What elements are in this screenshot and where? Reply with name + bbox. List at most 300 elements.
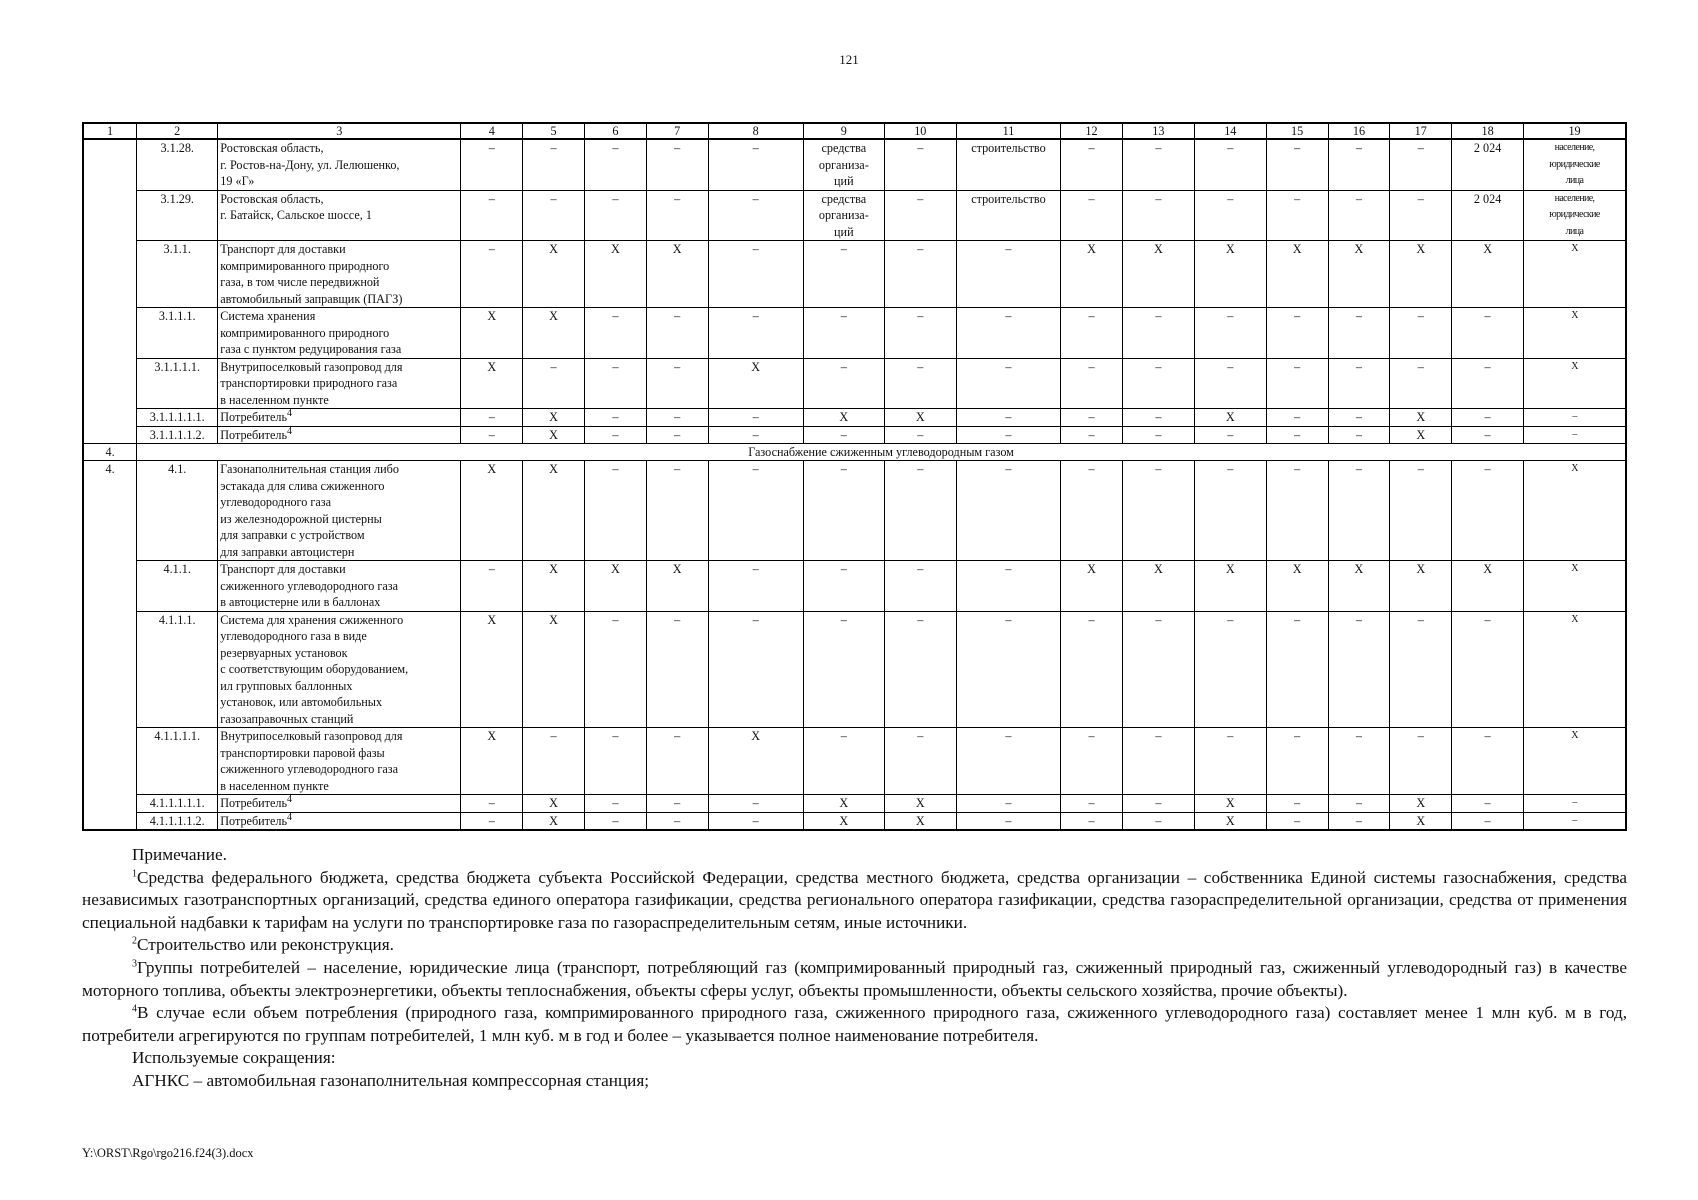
row-value-col-15: – [1266, 358, 1328, 409]
row-value-col-16: – [1328, 308, 1390, 359]
row-value-col-5: – [523, 728, 585, 795]
row-value-col-16: – [1328, 461, 1390, 561]
row-value-col-9: – [803, 308, 884, 359]
row-value-col-18: – [1452, 426, 1524, 444]
row-object-name-text: Потребитель [220, 410, 288, 424]
row-value-col-6: – [584, 190, 646, 241]
row-value-col-12: – [1061, 139, 1123, 190]
row-value-col-17: X [1390, 426, 1452, 444]
footnote-3-marker: 3 [132, 958, 137, 970]
row-value-col-4: X [461, 611, 523, 728]
row-value-col-17: – [1390, 358, 1452, 409]
row-value-col-18: – [1452, 409, 1524, 427]
row-value-col-7: – [646, 358, 708, 409]
table-row [83, 426, 1626, 444]
row-value-col-13: – [1122, 139, 1194, 190]
row-object-name-text: Внутрипоселковый газопровод для транспортировки паровой фазы сжиженного углеводородного газа в населенном пункте [220, 729, 403, 793]
footnote-1-marker: 1 [132, 867, 137, 879]
row-value-col-12: – [1061, 611, 1123, 728]
row-value-col-5: X [523, 409, 585, 427]
row-value-col-7: X [646, 241, 708, 308]
header-cell: 10 [884, 123, 956, 139]
header-cell: 7 [646, 123, 708, 139]
row-value-col-7: – [646, 461, 708, 561]
row-value-col-7: – [646, 308, 708, 359]
row-value-col-14: X [1194, 795, 1266, 813]
row-value-col-14: – [1194, 308, 1266, 359]
row-value-col-11: – [956, 241, 1060, 308]
footnote-2-marker: 2 [132, 935, 137, 947]
row-value-col-8: – [708, 795, 803, 813]
row-value-col-8: – [708, 139, 803, 190]
row-value-col-5: X [523, 308, 585, 359]
row-value-col-9: – [803, 241, 884, 308]
row-value-col-8: – [708, 561, 803, 612]
row-value-col-8: – [708, 426, 803, 444]
row-value-col-9: X [803, 795, 884, 813]
row-value-col-6: – [584, 611, 646, 728]
row-value-col-16: – [1328, 795, 1390, 813]
row-object-name-text: Система для хранения сжиженного углеводородного газа в виде резервуарных установок с соответствующим оборудованием, ил групповых баллонных установок, или автомобильных газозаправочных станций [220, 612, 409, 726]
row-value-col-16: – [1328, 812, 1390, 830]
row-value-col-4: X [461, 461, 523, 561]
row-value-col-19: – [1524, 812, 1626, 830]
row-value-col-9: – [803, 358, 884, 409]
header-cell: 2 [137, 123, 218, 139]
row-value-col-19: X [1524, 611, 1626, 728]
row-value-col-15: – [1266, 308, 1328, 359]
row-value-col-14: X [1194, 812, 1266, 830]
row-value-col-8: – [708, 812, 803, 830]
row-object-name [218, 308, 461, 359]
row-value-col-14: – [1194, 190, 1266, 241]
header-cell: 16 [1328, 123, 1390, 139]
row-value-col-18: – [1452, 611, 1524, 728]
row-value-col-11: – [956, 561, 1060, 612]
row-value-col-6: – [584, 795, 646, 813]
row-value-col-11: – [956, 461, 1060, 561]
row-value-col-15: – [1266, 611, 1328, 728]
row-value-col-14: X [1194, 409, 1266, 427]
distribution-table-wrapper [82, 122, 1627, 831]
row-value-col-14: X [1194, 561, 1266, 612]
footnote-1-text: Средства федерального бюджета, средства бюджета субъекта Российской Федерации, средства местного бюджета, средства организации – собственника Единой системы газоснабжения, средства независимых газотранспортных организаций, средства единого оператора газификации, средства регионального оператора газификации, средства газораспределительной организации, средства от применения специальной надбавки к тарифам на услуги по транспортировке газа по газораспределительным сетям, иные источники. [82, 867, 1627, 932]
row-object-name-text: Система хранения компримированного природного газа с пунктом редуцирования газа [220, 309, 402, 356]
row-value-col-19: X [1524, 308, 1626, 359]
row-value-col-8: – [708, 409, 803, 427]
row-value-col-14: – [1194, 358, 1266, 409]
row-object-name [218, 426, 461, 444]
footnote-4-marker: 4 [132, 1003, 137, 1015]
row-value-col-7: – [646, 409, 708, 427]
row-value-col-4: – [461, 795, 523, 813]
row-value-col-17: – [1390, 139, 1452, 190]
row-value-col-10: X [884, 795, 956, 813]
row-value-col-10: – [884, 461, 956, 561]
header-cell: 8 [708, 123, 803, 139]
abbreviation-agnks: АГНКС – автомобильная газонаполнительная компрессорная станция; [132, 1070, 650, 1090]
row-value-col-8: – [708, 190, 803, 241]
row-value-col-15: – [1266, 461, 1328, 561]
row-value-col-17: – [1390, 461, 1452, 561]
row-value-col-17: – [1390, 190, 1452, 241]
row-object-name [218, 728, 461, 795]
row-value-col-19: X [1524, 728, 1626, 795]
table-row [83, 358, 1626, 409]
row-value-col-10: – [884, 561, 956, 612]
row-value-col-13: – [1122, 611, 1194, 728]
row-code: 4.1.1.1.1. [137, 728, 218, 795]
row-value-col-12: – [1061, 358, 1123, 409]
table-row [83, 611, 1626, 728]
row-code: 4.1.1.1.1.1. [137, 795, 218, 813]
row-value-col-18: – [1452, 728, 1524, 795]
row-value-col-13: – [1122, 409, 1194, 427]
row-value-col-5: – [523, 139, 585, 190]
row-value-col-15: – [1266, 139, 1328, 190]
row-value-col-16: – [1328, 358, 1390, 409]
row-value-col-16: – [1328, 190, 1390, 241]
row-code: 3.1.1.1. [137, 308, 218, 359]
footnote-1 [82, 867, 1627, 935]
row-value-col-4: – [461, 409, 523, 427]
row-code: 3.1.1.1.1.2. [137, 426, 218, 444]
table-row [83, 561, 1626, 612]
row-code: 3.1.29. [137, 190, 218, 241]
row-value-col-9: – [803, 461, 884, 561]
row-value-col-12: – [1061, 426, 1123, 444]
row-value-col-9: – [803, 611, 884, 728]
row-value-col-19: – [1524, 426, 1626, 444]
header-cell: 11 [956, 123, 1060, 139]
footnote-marker: 4 [287, 408, 293, 419]
row-value-col-4: – [461, 426, 523, 444]
row-object-name [218, 139, 461, 190]
table-row [83, 190, 1626, 241]
header-cell: 6 [584, 123, 646, 139]
row-value-col-11: – [956, 611, 1060, 728]
table-header-row [83, 123, 1626, 139]
row-value-col-17: – [1390, 611, 1452, 728]
row-value-col-12: – [1061, 812, 1123, 830]
row-value-col-19: – [1524, 795, 1626, 813]
footnote-marker: 4 [287, 794, 293, 805]
row-value-col-13: X [1122, 561, 1194, 612]
row-value-col-10: – [884, 308, 956, 359]
footnote-2-text: Строительство или реконструкция. [137, 935, 394, 955]
row-value-col-19: X [1524, 241, 1626, 308]
row-value-col-7: – [646, 426, 708, 444]
row-value-col-8: – [708, 611, 803, 728]
table-row [83, 308, 1626, 359]
header-cell: 5 [523, 123, 585, 139]
row-value-col-8: – [708, 241, 803, 308]
row-value-col-17: X [1390, 241, 1452, 308]
row-value-col-11: – [956, 728, 1060, 795]
row-value-col-10: – [884, 358, 956, 409]
row-value-col-15: – [1266, 728, 1328, 795]
row-value-col-11: строительство [956, 139, 1060, 190]
row-value-col-17: – [1390, 728, 1452, 795]
header-cell: 1 [83, 123, 137, 139]
row-value-col-14: – [1194, 611, 1266, 728]
row-value-col-11: – [956, 308, 1060, 359]
file-path-footer: Y:\ORST\Rgo\rgo216.f24(3).docx [82, 1146, 254, 1160]
row-object-name-text: Газонаполнительная станция либо эстакада для слива сжиженного углеводородного газа из железнодорожной цистерны для заправки с устройством для заправки автоцистерн [220, 462, 399, 559]
row-code: 3.1.1. [137, 241, 218, 308]
footnote-marker: 4 [287, 812, 293, 823]
row-value-col-4: – [461, 139, 523, 190]
row-value-col-16: – [1328, 139, 1390, 190]
row-value-col-4: – [461, 190, 523, 241]
table-row [83, 241, 1626, 308]
row-value-col-15: – [1266, 795, 1328, 813]
row-value-col-6: – [584, 308, 646, 359]
row-value-col-4: – [461, 812, 523, 830]
table-row [83, 795, 1626, 813]
row-object-name [218, 561, 461, 612]
row-value-col-12: – [1061, 308, 1123, 359]
footnote-marker: 4 [287, 426, 293, 437]
table-row [83, 409, 1626, 427]
row-value-col-12: – [1061, 461, 1123, 561]
table-row [83, 139, 1626, 190]
header-cell: 17 [1390, 123, 1452, 139]
row-code: 3.1.28. [137, 139, 218, 190]
row-value-col-11: – [956, 409, 1060, 427]
row-value-col-12: – [1061, 795, 1123, 813]
gas-supply-table [82, 122, 1627, 831]
row-value-col-13: – [1122, 728, 1194, 795]
row-value-col-5: – [523, 358, 585, 409]
row-value-col-13: – [1122, 795, 1194, 813]
row-object-name [218, 611, 461, 728]
row-object-name-text: Ростовская область, г. Батайск, Сальское шоссе, 1 [220, 191, 372, 222]
row-value-col-16: X [1328, 241, 1390, 308]
row-value-col-8: X [708, 728, 803, 795]
row-value-col-7: – [646, 795, 708, 813]
row-value-col-19: X [1524, 561, 1626, 612]
row-value-col-11: – [956, 812, 1060, 830]
row-value-col-13: – [1122, 461, 1194, 561]
row-value-col-18: X [1452, 561, 1524, 612]
row-value-col-15: – [1266, 812, 1328, 830]
row-object-name-text: Ростовская область, г. Ростов-на-Дону, ул. Лелюшенко, 19 «Г» [220, 141, 400, 188]
row-value-col-16: – [1328, 426, 1390, 444]
row-value-col-4: X [461, 358, 523, 409]
footnote-3 [82, 957, 1627, 1002]
row-value-col-10: X [884, 409, 956, 427]
table-row [83, 728, 1626, 795]
row-value-col-16: – [1328, 728, 1390, 795]
header-cell: 18 [1452, 123, 1524, 139]
row-value-col-19: – [1524, 409, 1626, 427]
row-value-col-5: X [523, 561, 585, 612]
row-value-col-17: X [1390, 812, 1452, 830]
row-object-name [218, 358, 461, 409]
row-object-name-text: Транспорт для доставки сжиженного углеводородного газа в автоцистерне или в баллонах [220, 562, 399, 609]
row-value-col-18: – [1452, 358, 1524, 409]
section-title: Газоснабжение сжиженным углеводородным газом [137, 444, 1626, 461]
row-value-col-11: – [956, 358, 1060, 409]
row-value-col-8: – [708, 308, 803, 359]
row-value-col-8: – [708, 461, 803, 561]
header-cell: 14 [1194, 123, 1266, 139]
row-value-col-9: средства организа- ций [803, 190, 884, 241]
row-value-col-11: – [956, 426, 1060, 444]
row-object-name [218, 241, 461, 308]
row-value-col-10: – [884, 728, 956, 795]
row-value-col-9: X [803, 409, 884, 427]
notes-block [82, 844, 1627, 1093]
row-value-col-17: X [1390, 409, 1452, 427]
row-object-name [218, 812, 461, 830]
row-code: 4.1.1.1.1.2. [137, 812, 218, 830]
row-value-col-8: X [708, 358, 803, 409]
row-value-col-15: X [1266, 241, 1328, 308]
row-value-col-5: X [523, 812, 585, 830]
row-value-col-10: – [884, 241, 956, 308]
row-value-col-9: – [803, 561, 884, 612]
row-value-col-19: население, юридические лица [1524, 139, 1626, 190]
row-value-col-4: – [461, 241, 523, 308]
row-value-col-16: – [1328, 409, 1390, 427]
row-value-col-13: – [1122, 308, 1194, 359]
row-value-col-5: X [523, 426, 585, 444]
row-value-col-7: – [646, 139, 708, 190]
row-value-col-6: X [584, 561, 646, 612]
row-code: 3.1.1.1.1.1. [137, 409, 218, 427]
row-value-col-12: – [1061, 728, 1123, 795]
footnote-2 [82, 934, 1627, 957]
row-object-name-text: Внутрипоселковый газопровод для транспортировки природного газа в населенном пункте [220, 359, 403, 407]
row-value-col-13: X [1122, 241, 1194, 308]
row-value-col-5: X [523, 611, 585, 728]
header-cell: 3 [218, 123, 461, 139]
row-value-col-10: X [884, 812, 956, 830]
row-value-col-10: – [884, 190, 956, 241]
row-object-name [218, 409, 461, 427]
row-value-col-14: X [1194, 241, 1266, 308]
row-value-col-11: – [956, 795, 1060, 813]
row-value-col-6: – [584, 461, 646, 561]
row-value-col-12: X [1061, 241, 1123, 308]
row-object-name-text: Транспорт для доставки компримированного природного газа, в том числе передвижной автомобильный заправщик (ПАГЗ) [220, 242, 403, 306]
row-value-col-9: X [803, 812, 884, 830]
row-value-col-6: – [584, 728, 646, 795]
row-value-col-7: – [646, 728, 708, 795]
row-value-col-6: – [584, 358, 646, 409]
row-value-col-19: X [1524, 358, 1626, 409]
row-value-col-15: X [1266, 561, 1328, 612]
section-number: 4. [83, 444, 137, 461]
row-value-col-15: – [1266, 426, 1328, 444]
header-cell: 9 [803, 123, 884, 139]
row-object-name-text: Потребитель [220, 813, 288, 828]
row-value-col-14: – [1194, 139, 1266, 190]
row-value-col-18: 2 024 [1452, 190, 1524, 241]
row-value-col-17: X [1390, 795, 1452, 813]
row-value-col-15: – [1266, 190, 1328, 241]
row-value-col-14: – [1194, 426, 1266, 444]
row-value-col-11: строительство [956, 190, 1060, 241]
row-section-number: 4. [83, 461, 137, 831]
row-value-col-6: – [584, 812, 646, 830]
row-value-col-19: население, юридические лица [1524, 190, 1626, 241]
row-value-col-18: 2 024 [1452, 139, 1524, 190]
row-value-col-6: X [584, 241, 646, 308]
table-row [83, 461, 1626, 561]
row-value-col-13: – [1122, 426, 1194, 444]
row-code: 4.1.1.1. [137, 611, 218, 728]
row-object-name-text: Потребитель [220, 427, 288, 442]
row-value-col-10: – [884, 611, 956, 728]
row-value-col-19: X [1524, 461, 1626, 561]
row-value-col-13: – [1122, 190, 1194, 241]
row-object-name [218, 190, 461, 241]
row-value-col-16: – [1328, 611, 1390, 728]
header-cell: 4 [461, 123, 523, 139]
row-value-col-10: – [884, 426, 956, 444]
row-value-col-18: – [1452, 461, 1524, 561]
row-value-col-9: – [803, 426, 884, 444]
row-value-col-17: – [1390, 308, 1452, 359]
row-value-col-5: X [523, 795, 585, 813]
footnote-3-text: Группы потребителей – население, юридические лица (транспорт, потребляющий газ (компримированный природный газ, сжиженный природный газ, сжиженный углеводородный газ) в качестве моторного топлива, объекты электроэнергетики, объекты теплоснабжения, объекты сферы услуг, объекты промышленности, объекты сельского хозяйства, прочие объекты). [82, 957, 1627, 1000]
row-value-col-6: – [584, 139, 646, 190]
notes-title: Примечание. [132, 845, 227, 864]
header-cell: 15 [1266, 123, 1328, 139]
row-value-col-9: средства организа- ций [803, 139, 884, 190]
row-object-name [218, 795, 461, 813]
row-object-name-text: Потребитель [220, 796, 288, 810]
row-value-col-4: – [461, 561, 523, 612]
header-cell: 19 [1524, 123, 1626, 139]
row-value-col-18: – [1452, 308, 1524, 359]
row-value-col-14: – [1194, 728, 1266, 795]
row-value-col-5: X [523, 461, 585, 561]
section-row [83, 444, 1626, 461]
footnote-4-text: В случае если объем потребления (природного газа, компримированного природного газа, сжиженного природного газа, сжиженного углеводородного газа) составляет менее 1 млн куб. м в год, потребители агрегируются по группам потребителей, 1 млн куб. м в год и более – указывается полное наименование потребителя. [82, 1003, 1627, 1045]
row-value-col-12: – [1061, 190, 1123, 241]
footnote-4 [82, 1002, 1627, 1047]
row-value-col-13: – [1122, 812, 1194, 830]
row-code: 4.1.1. [137, 561, 218, 612]
page-number: 121 [839, 52, 859, 67]
table-row [83, 812, 1626, 830]
row-value-col-9: – [803, 728, 884, 795]
row-value-col-6: – [584, 409, 646, 427]
row-object-name [218, 461, 461, 561]
row-value-col-15: – [1266, 409, 1328, 427]
row-value-col-7: – [646, 611, 708, 728]
row-value-col-7: X [646, 561, 708, 612]
row-value-col-12: X [1061, 561, 1123, 612]
row-value-col-18: X [1452, 241, 1524, 308]
row-code: 3.1.1.1.1. [137, 358, 218, 409]
row-value-col-6: – [584, 426, 646, 444]
row-value-col-18: – [1452, 812, 1524, 830]
row-value-col-13: – [1122, 358, 1194, 409]
row-value-col-14: – [1194, 461, 1266, 561]
row-value-col-12: – [1061, 409, 1123, 427]
row-value-col-4: X [461, 728, 523, 795]
row-code: 4.1. [137, 461, 218, 561]
row-value-col-18: – [1452, 795, 1524, 813]
row-value-col-16: X [1328, 561, 1390, 612]
abbreviations-title: Используемые сокращения: [132, 1048, 336, 1068]
header-cell: 12 [1061, 123, 1123, 139]
